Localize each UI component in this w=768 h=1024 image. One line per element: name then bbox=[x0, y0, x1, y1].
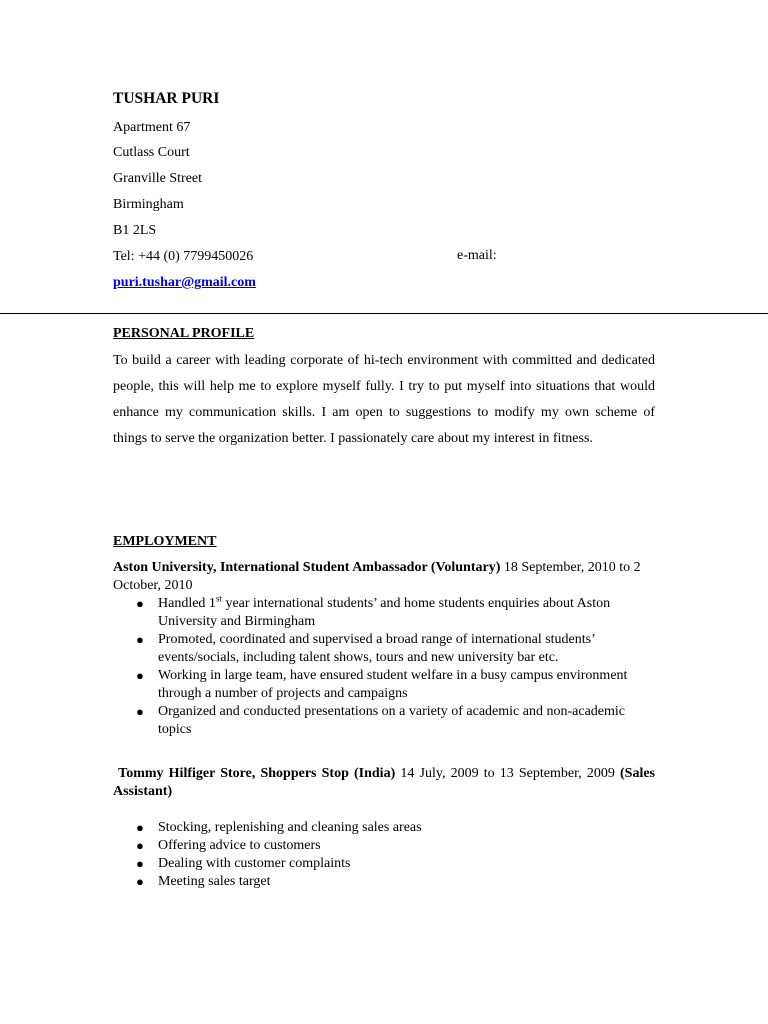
bullet-icon: ● bbox=[136, 874, 144, 889]
bullet-icon: ● bbox=[136, 596, 144, 611]
job-2-dates: 14 July, 2009 to 13 September, 2009 bbox=[395, 766, 620, 781]
personal-profile-text: To build a career with leading corporate of hi-tech environment with committed and dedicated people, this will help me to explore myself fully. I try to put myself into situations that would enhance my communication skills. I am open to suggestions to modify my own scheme of things to serve the organization better. I passionately care about my interest in fitness. bbox=[113, 353, 655, 446]
job-2-role: (Sales Assistant) bbox=[113, 766, 655, 799]
email-label: e-mail: bbox=[457, 248, 497, 263]
job-1-dates: 18 September, 2010 to 2 October, 2010 bbox=[113, 560, 641, 593]
list-item: ● Promoted, coordinated and supervised a broad range of international students’ events/socials, including talent shows, tours and new university bar etc. bbox=[136, 632, 595, 665]
address-line-4: Birmingham bbox=[113, 197, 184, 212]
header-divider bbox=[0, 313, 768, 314]
list-item: ● Handled 1st year international students’ and home students enquiries about Aston University and Birmingham bbox=[136, 593, 611, 629]
email-link[interactable]: puri.tushar@gmail.com bbox=[113, 275, 256, 290]
list-item: ● Organized and conducted presentations on a variety of academic and non-academic topics bbox=[136, 704, 625, 737]
job-1-duties bbox=[113, 595, 648, 739]
bullet-icon: ● bbox=[136, 704, 144, 719]
bullet-icon: ● bbox=[136, 820, 144, 835]
list-item: ● Stocking, replenishing and cleaning sales areas bbox=[136, 820, 422, 835]
job-2-header bbox=[113, 765, 655, 801]
telephone: Tel: +44 (0) 7799450026 bbox=[113, 249, 254, 264]
list-item: ● Working in large team, have ensured student welfare in a busy campus environment through a number of projects and campaigns bbox=[136, 668, 628, 701]
address-line-2: Cutlass Court bbox=[113, 145, 190, 160]
list-item: ● Offering advice to customers bbox=[136, 838, 321, 853]
employment-heading: EMPLOYMENT bbox=[113, 534, 217, 549]
list-item: ● Dealing with customer complaints bbox=[136, 856, 351, 871]
job-2-duties bbox=[113, 819, 648, 891]
job-1-title: Aston University, International Student Ambassador (Voluntary) bbox=[113, 560, 501, 575]
address-line-3: Granville Street bbox=[113, 171, 203, 186]
bullet-icon: ● bbox=[136, 856, 144, 871]
address-line-1: Apartment 67 bbox=[113, 120, 191, 135]
address-line-5: B1 2LS bbox=[113, 223, 157, 238]
candidate-name: TUSHAR PURI bbox=[113, 90, 220, 107]
list-item: ● Meeting sales target bbox=[136, 874, 271, 889]
bullet-icon: ● bbox=[136, 668, 144, 683]
personal-profile-heading: PERSONAL PROFILE bbox=[113, 326, 255, 341]
job-1-header bbox=[113, 559, 655, 595]
bullet-icon: ● bbox=[136, 838, 144, 853]
job-2-title: Tommy Hilfiger Store, Shoppers Stop (India) bbox=[118, 766, 396, 781]
bullet-icon: ● bbox=[136, 632, 144, 647]
